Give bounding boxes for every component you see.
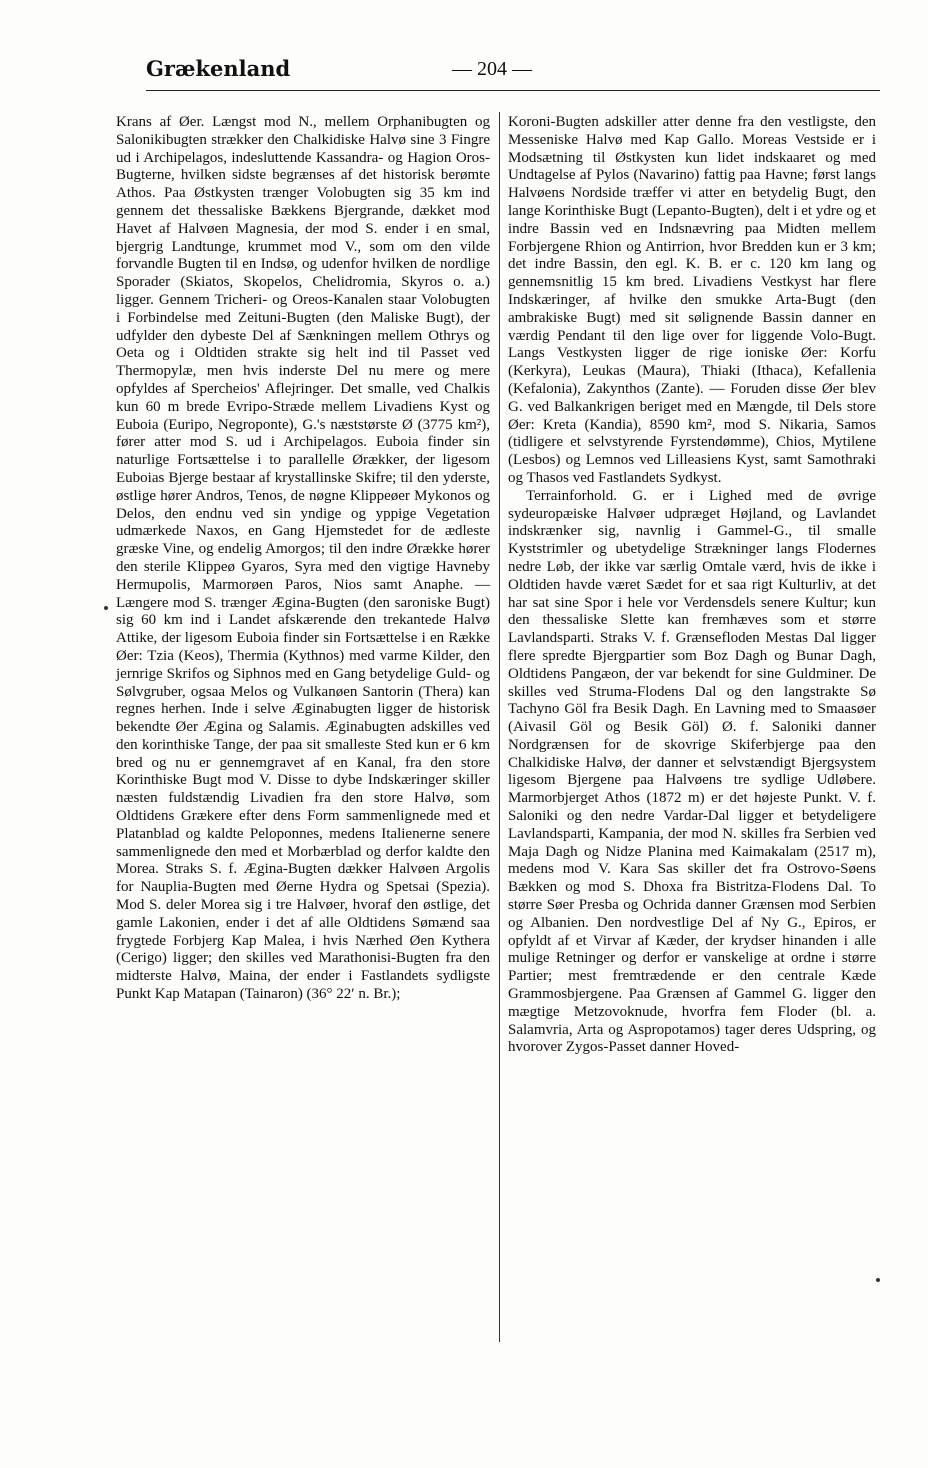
margin-dot — [104, 606, 108, 610]
column-divider — [499, 112, 500, 1342]
right-column — [508, 114, 876, 1057]
margin-dot — [876, 1278, 880, 1282]
right-column-paragraph-2: Terrainforhold. G. er i Lighed med de øvrige sydeuropæiske Halvøer udpræget Højland, og Lavlandet indskrænker sig, navnlig i Gammel-G., til smalle Kyststrimler og ubetydelige Strækninger langs Flodernes nedre Løb, der ikke var særlig Omtale værd, hvis de ikke i Oldtiden havde været Sædet for et saa rigt Kulturliv, at det har sat sine Spor i hele vor Verdensdels senere Kultur; kun den thessaliske Slette kan fremhæves som et større Lavlandsparti. Straks V. f. Grænsefloden Mestas Dal ligger flere spredte Bjergpartier som Boz Dagh og Bunar Dagh, Oldtidens Pangæon, der var bekendt for sine Guldminer. De skilles ved Struma-Flodens Dal og den langstrakte Sø Tachyno Göl fra Besik Dagh. En Lavning med to Smaasøer (Aivasil Göl og Besik Göl) Ø. f. Saloniki danner Nordgrænsen for de skovrige Skiferbjerge paa den Chalkidiske Halvø, der danner et selvstændigt Bjergsystem ligesom Bjergene paa Halvøens tre sydlige Udløbere. Marmorbjerget Athos (1872 m) er det højeste Punkt. V. f. Saloniki og den nedre Vardar-Dal ligger et betydeligere Lavlandsparti, Kampania, der mod N. skilles fra Serbien ved Maja Dagh og Nidze Planina med Kaimakalam (2517 m), medens mod V. Kara Sas skiller det fra Ostrovo-Søens Bækken og mod S. Dhoxa fra Bistritza-Flodens Dal. To større Søer Presba og Ochrida danner Grænsen mod Serbien og Albanien. Den nordvestlige Del af Ny G., Epiros, er opfyldt af et Virvar af Kæder, der krydser hinanden i alle mulige Retninger og derfor er vanskelige at ordne i større Partier; mest fremtrædende er den centrale Kæde Grammosbjergene. Paa Grænsen af Gammel G. ligger den mægtige Metzovoknude, hvorfra fem Floder (bl. a. Salamvria, Arta og Aspropotamos) tager deres Udspring, og hvorover Zygos-Passet danner Hoved- — [508, 487, 876, 1056]
left-column — [116, 114, 490, 1004]
header-rule — [146, 90, 880, 91]
page-number: — 204 — — [452, 58, 532, 80]
page-header — [118, 52, 878, 92]
left-column-text: Krans af Øer. Længst mod N., mellem Orphanibugten og Salonikibugten strækker den Chalkidiske Halvø sine 3 Fingre ud i Archipelagos, indesluttende Kassandra- og Hagion Oros-Bugterne, hvilken sidste begrænses af det historisk berømte Athos. Paa Østkysten trænger Volobugten sig 35 km ind gennem det thessaliske Bækkens Bjergrande, dækket mod Havet af Halvøen Magnesia, der mod S. ender i en smal, bjergrig Landtunge, krummet mod V., som om den vilde forvandle Bugten til en Indsø, og udenfor hvilken de nordlige Sporader (Skiatos, Skopelos, Chelidromia, Skyros o. a.) ligger. Gennem Tricheri- og Oreos-Kanalen staar Volobugten i Forbindelse med Zeituni-Bugten (den Maliske Bugt), der udfylder den dybeste Del af Sænkningen mellem Othrys og Oeta og i Oldtiden strakte sig helt ind til Passet ved Thermopylæ, men hvis inderste Del nu mere og mere opfyldes af Spercheios' Aflejringer. Det smalle, ved Chalkis kun 60 m brede Evripo-Stræde mellem Livadiens Kyst og Euboia (Euripo, Negroponte), G.'s næststørste Ø (3775 km²), fører atter mod S. ud i Archipelagos. Euboia finder sin naturlige Fortsættelse i to parallelle Ørækker, der ligesom Euboias Bjerge bestaar af krystallinske Skifre; til den yderste, østlige hører Andros, Tenos, de nøgne Klippeøer Mykonos og Delos, den endnu ved sin yndige og yppige Vegetation udmærkede Naxos, en Gang Hjemstedet for de ædleste græske Vine, og endelig Amorgos; til den indre Ørække hører den sterile Klippeø Gyaros, Syra med den vigtige Havneby Hermupolis, Marmorøen Paros, Nios samt Anaphe. — Længere mod S. trænger Ægina-Bugten (den saroniske Bugt) sig 60 km ind i Landet afskærende den trekantede Halvø Attike, der ligesom Euboia finder sin Fortsættelse i en Række Øer: Tzia (Keos), Thermia (Kythnos) med varme Kilder, den jernrige Skrifos og Siphnos med en Gang betydelige Guld- og Sølvgruber, ogsaa Melos og Vulkanøen Santorin (Thera) kan regnes herhen. Inde i selve Æginabugten ligger de historisk bekendte Øer Ægina og Salamis. Æginabugten adskilles ved den korinthiske Tange, der paa sit smalleste Sted kun er 6 km bred og nu er gennemgravet af en Kanal, fra den store Korinthiske Bugt mod V. Disse to dybe Indskæringer skiller næsten fuldstændig Livadien fra den store Halvø, som Oldtidens Grækere efter dens Form sammenlignede med et Platanblad og kaldte Peloponnes, medens Italienerne senere sammenlignede den med et Morbærblad og derfor kaldte den Morea. Straks S. f. Ægina-Bugten dækker Halvøen Argolis for Nauplia-Bugten med Øerne Hydra og Spetsai (Spezia). Mod S. deler Morea sig i tre Halvøer, hvoraf den østlige, det gamle Lakonien, ender i det af alle Oldtidens Sømænd saa frygtede Forbjerg Kap Malea, i hvis Nærhed Øen Kythera (Cerigo) ligger; den skilles ved Marathonisi-Bugten fra den midterste Halvø, Maina, der ender i Fastlandets sydligste Punkt Kap Matapan (Tainaron) (36° 22′ n. Br.); — [116, 114, 490, 1003]
right-column-paragraph-1: Koroni-Bugten adskiller atter denne fra den vestligste, den Messeniske Halvø med Kap Gallo. Moreas Vestside er i Modsætning til Østkysten kun lidet indskaaret og med Undtagelse af Pylos (Navarino) fattig paa Havne; først langs Halvøens Nordside træffer vi atter en betydelig Bugt, den lange Korinthiske Bugt (Lepanto-Bugten), delt i et ydre og et indre Bassin ved en Indsnævring paa Midten mellem Forbjergene Rhion og Antirrion, hvor Bredden kun er 3 km; det indre Bassin, den egl. K. B. er c. 120 km lang og gennemsnitlig 15 km bred. Livadiens Vestkyst har flere Indskæringer, af hvilke den smukke Arta-Bugt (den ambrakiske Bugt) med sit sølignende Bassin danner en værdig Pendant til den lige over for liggende Volo-Bugt. Langs Vestkysten ligger de rige ioniske Øer: Korfu (Kerkyra), Leukas (Maura), Thiaki (Ithaca), Kefallenia (Kefalonia), Zakynthos (Zante). — Foruden disse Øer blev G. ved Balkankrigen beriget med en Mængde, til Dels store Øer: Kreta (Kandia), 8590 km², mod S. Nikaria, Samos (tidligere et selvstyrende Fyrstendømme), Chios, Mytilene (Lesbos) og Lemnos ved Lilleasiens Kyst, samt Samothraki og Thasos ved Fastlandets Sydkyst. — [508, 114, 876, 486]
running-title: Grækenland — [146, 56, 291, 81]
